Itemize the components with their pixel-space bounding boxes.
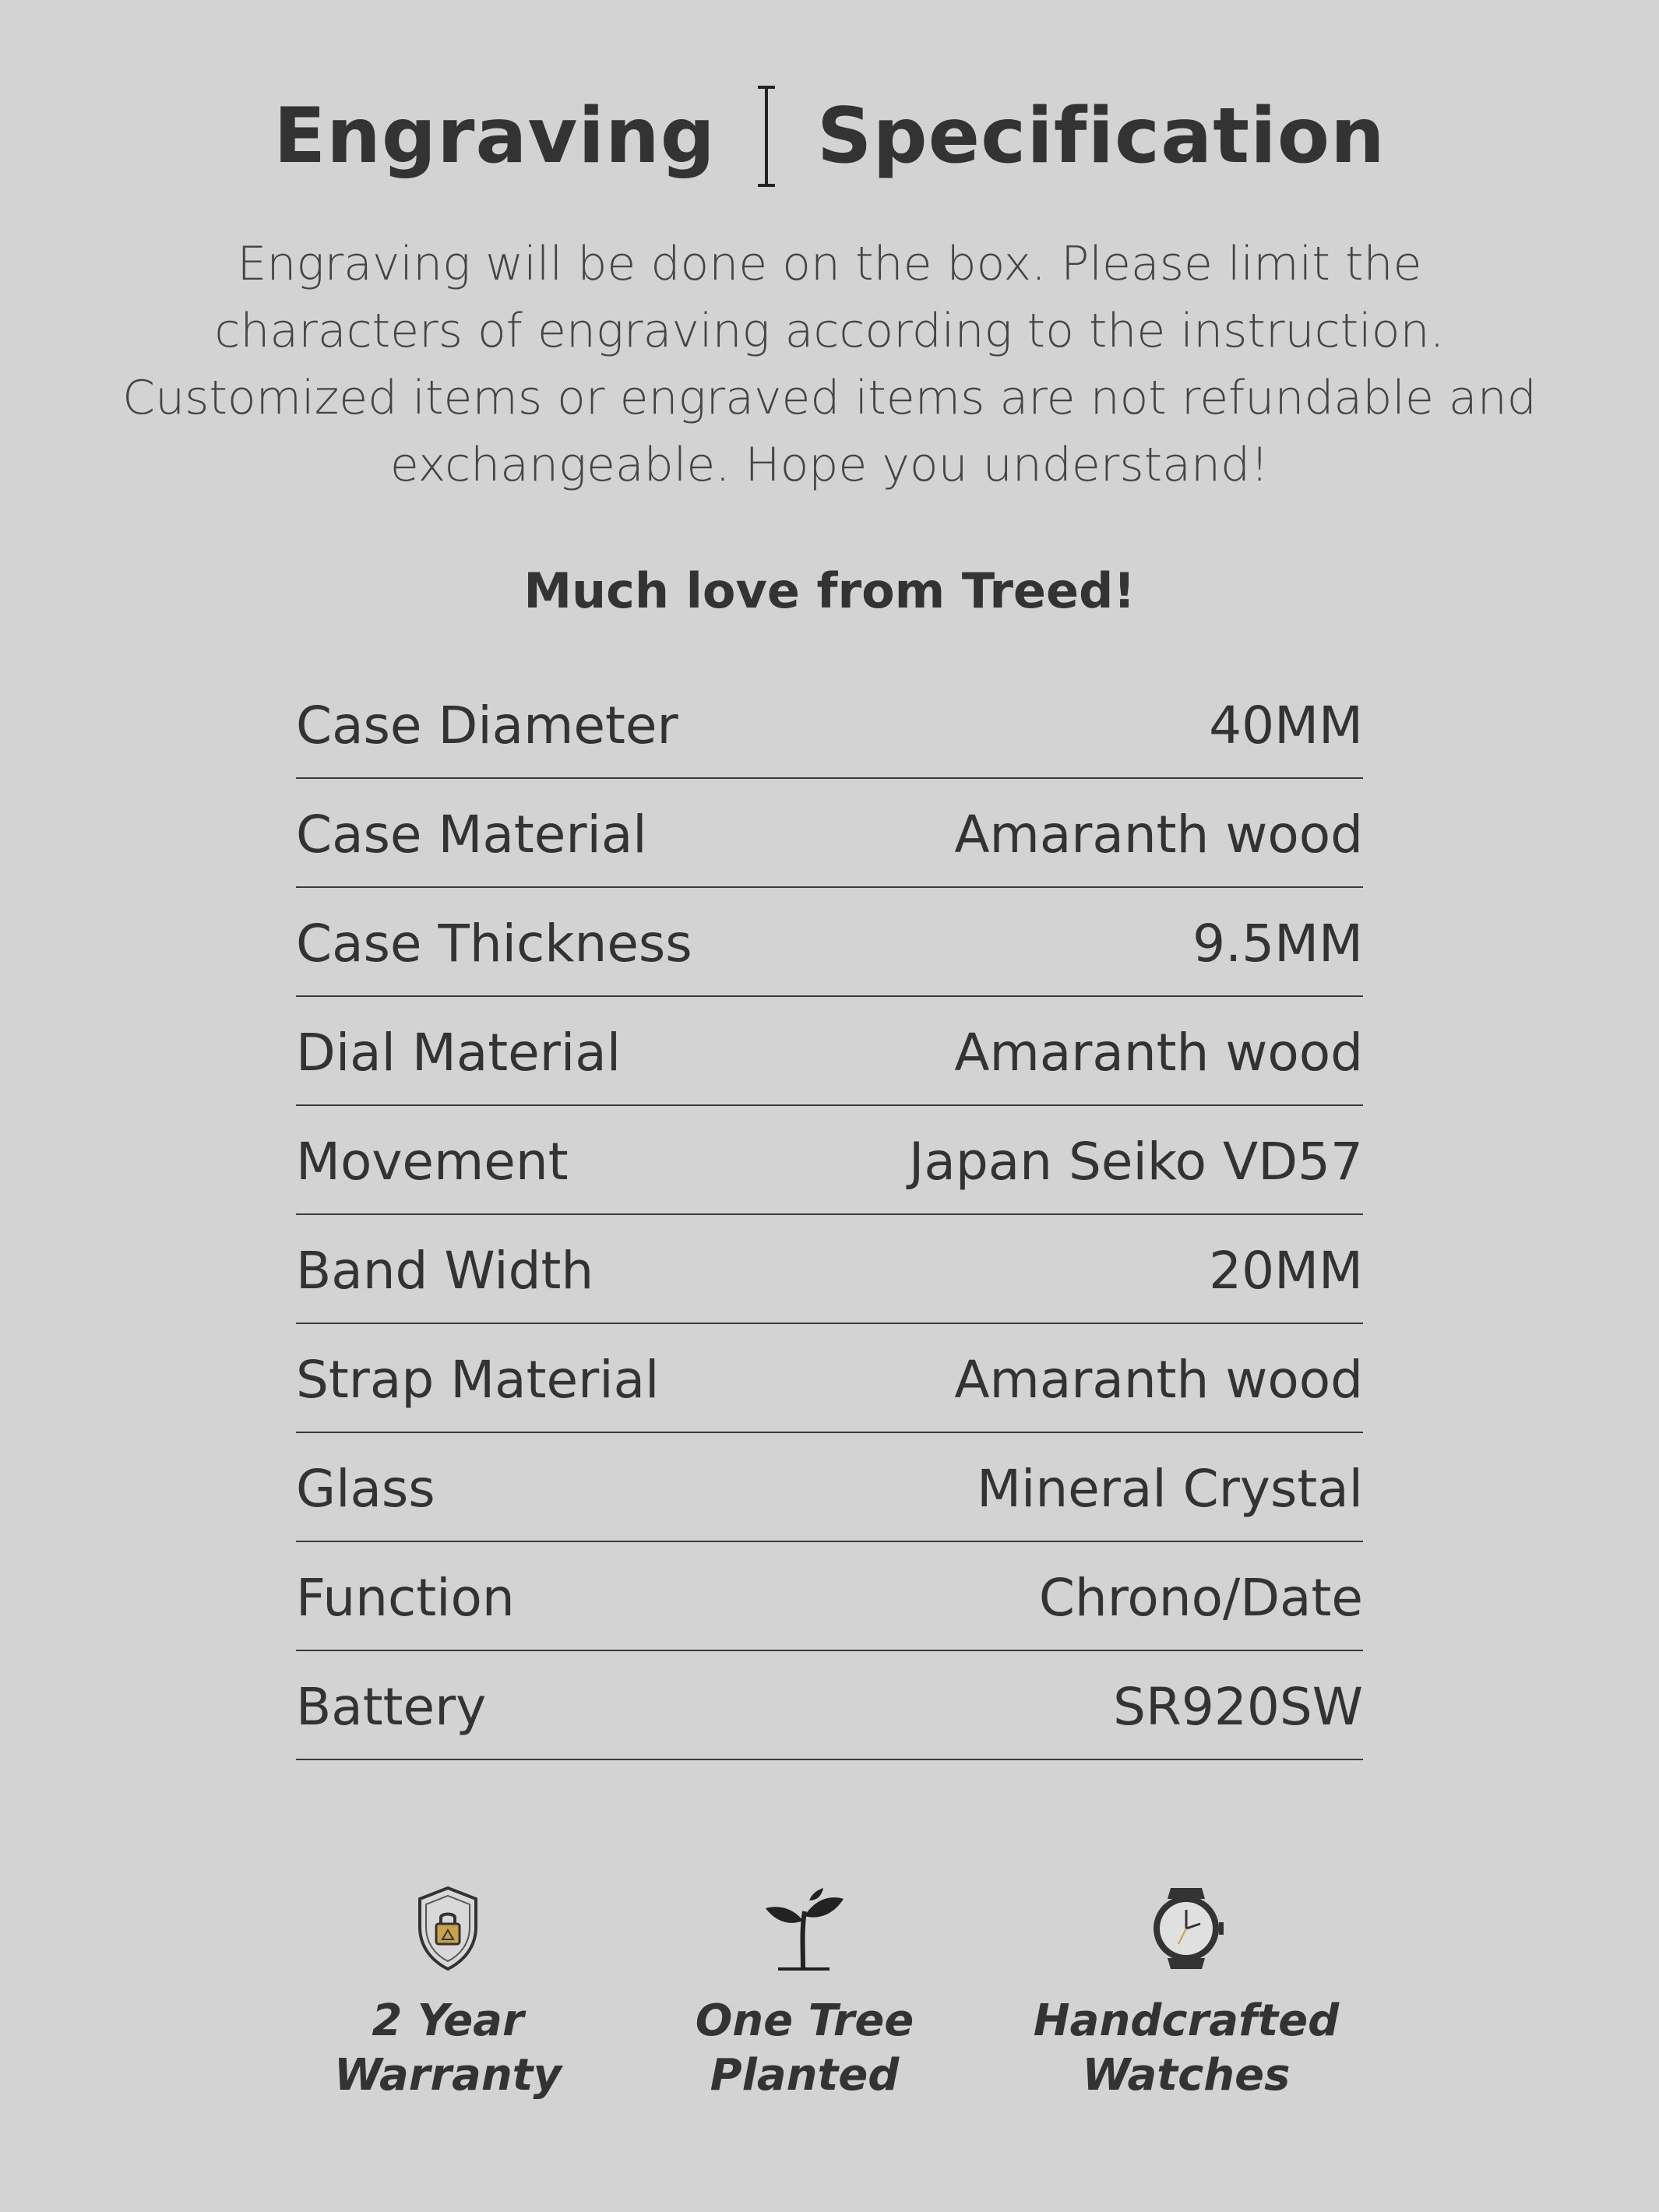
spec-value: Amaranth wood — [954, 1022, 1363, 1083]
badge-tree — [641, 1885, 968, 2103]
spec-row — [296, 1106, 1363, 1215]
spec-label: Case Thickness — [296, 913, 692, 974]
badge-line: Handcrafted — [1033, 1995, 1340, 2046]
spec-value: 20MM — [1209, 1240, 1363, 1301]
notice-line: exchangeable. Hope you understand! — [389, 438, 1270, 492]
spec-table — [296, 670, 1363, 1760]
badge-line: Planted — [710, 2050, 900, 2101]
spec-row — [296, 1651, 1363, 1760]
spec-label: Battery — [296, 1676, 487, 1737]
spec-row — [296, 997, 1363, 1106]
spec-row — [296, 779, 1363, 888]
badge-line: Watches — [1082, 2050, 1291, 2101]
watch-icon — [1147, 1885, 1225, 1972]
spec-label: Case Material — [296, 804, 647, 865]
notice-line: Engraving will be done on the box. Please limit the — [237, 237, 1422, 291]
notice-line: Customized items or engraved items are not refundable and — [122, 371, 1537, 425]
spec-value: Amaranth wood — [954, 804, 1363, 865]
badge-line: One Tree — [695, 1995, 914, 2046]
spec-label: Strap Material — [296, 1349, 660, 1410]
spec-row — [296, 1542, 1363, 1651]
page-title — [0, 78, 1659, 195]
spec-label: Case Diameter — [296, 695, 678, 756]
spec-value: Amaranth wood — [954, 1349, 1363, 1410]
spec-value: Chrono/Date — [1038, 1567, 1363, 1628]
notice-line: characters of engraving according to the instruction. — [214, 304, 1445, 358]
spec-value: 40MM — [1209, 695, 1363, 756]
badge-line: 2 Year — [372, 1995, 524, 2046]
spec-label: Band Width — [296, 1240, 594, 1301]
spec-label: Glass — [296, 1458, 435, 1519]
love-message: Much love from Treed! — [523, 562, 1136, 619]
spec-row — [296, 1324, 1363, 1433]
title-specification: Specification — [816, 92, 1386, 181]
engraving-notice — [117, 231, 1542, 498]
title-engraving: Engraving — [273, 92, 716, 181]
spec-label: Function — [296, 1567, 515, 1628]
badge-handcrafted — [1023, 1885, 1350, 2103]
spec-row — [296, 1215, 1363, 1324]
spec-value: Japan Seiko VD57 — [908, 1131, 1363, 1192]
badge-warranty — [284, 1885, 611, 2103]
spec-value: SR920SW — [1113, 1676, 1363, 1737]
spec-label: Dial Material — [296, 1022, 622, 1083]
spec-row — [296, 1433, 1363, 1542]
spec-row — [296, 888, 1363, 997]
title-separator-icon — [750, 83, 783, 190]
spec-row — [296, 670, 1363, 779]
badge-line: Warranty — [334, 2050, 562, 2101]
spec-label: Movement — [296, 1131, 569, 1192]
shield-lock-icon — [415, 1885, 481, 1972]
sprout-icon — [763, 1885, 847, 1972]
spec-value: 9.5MM — [1192, 913, 1363, 974]
feature-badges — [0, 1885, 1659, 2119]
spec-value: Mineral Crystal — [977, 1458, 1363, 1519]
